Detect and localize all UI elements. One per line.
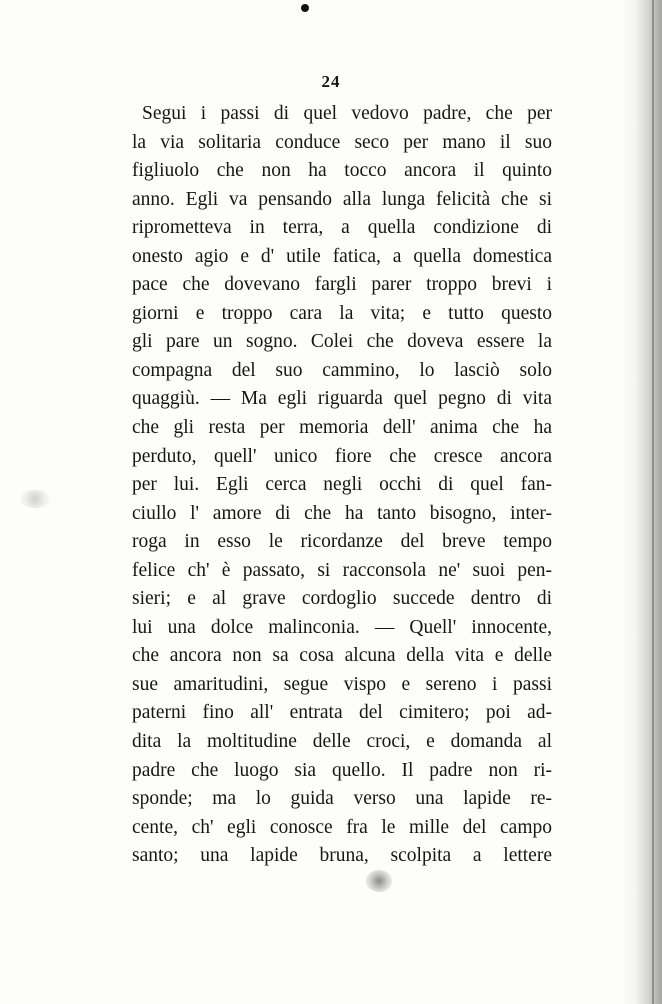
ink-smudge [20, 490, 50, 508]
body-text [132, 100, 552, 871]
text-line: santo; una lapide bruna, scolpita a lettere [132, 845, 552, 867]
text-line: dita la moltitudine delle croci, e domanda al [132, 731, 552, 753]
page-number: 24 [321, 72, 341, 91]
text-line: quaggiù. — Ma egli riguarda quel pegno di vita [132, 388, 552, 410]
text-line: paterni fino all' entrata del cimitero; poi ad- [132, 702, 552, 724]
text-line: sieri; e al grave cordoglio succede dentro di [132, 588, 552, 610]
text-line: padre che luogo sia quello. Il padre non ri- [132, 759, 552, 781]
text-line: sponde; ma lo guida verso una lapide re- [132, 788, 552, 810]
text-line: compagna del suo cammino, lo lasciò solo [132, 359, 552, 381]
text-line: onesto agio e d' utile fatica, a quella domestica [132, 245, 552, 267]
text-line: sue amaritudini, segue vispo e sereno i passi [132, 673, 552, 695]
text-line: anno. Egli va pensando alla lunga felicità che si [132, 188, 552, 210]
text-line: che gli resta per memoria dell' anima che ha [132, 417, 552, 439]
text-line: roga in esso le ricordanze del breve tempo [132, 531, 552, 553]
text-line: gli pare un sogno. Colei che doveva essere la [132, 331, 552, 353]
text-line: felice ch' è passato, si racconsola ne' suoi pen- [132, 559, 552, 581]
text-line: cente, ch' egli conosce fra le mille del campo [132, 816, 552, 838]
text-line: riprometteva in terra, a quella condizione di [132, 217, 552, 239]
ink-speck [301, 4, 309, 12]
ink-smudge [366, 870, 392, 892]
text-line: ciullo l' amore di che ha tanto bisogno, inter- [132, 502, 552, 524]
binding-edge [652, 0, 654, 1004]
text-line: perduto, quell' unico fiore che cresce ancora [132, 445, 552, 467]
text-line: per lui. Egli cerca negli occhi di quel fan- [132, 474, 552, 496]
text-line: pace che dovevano fargli parer troppo brevi i [132, 274, 552, 296]
text-line: giorni e troppo cara la vita; e tutto questo [132, 302, 552, 324]
text-line: lui una dolce malinconia. — Quell' innocente, [132, 616, 552, 638]
text-line: la via solitaria conduce seco per mano il suo [132, 131, 552, 153]
text-line: Segui i passi di quel vedovo padre, che per [142, 103, 552, 124]
text-line: figliuolo che non ha tocco ancora il quinto [132, 160, 552, 182]
text-line: che ancora non sa cosa alcuna della vita e delle [132, 645, 552, 667]
binding-shadow [622, 0, 662, 1004]
